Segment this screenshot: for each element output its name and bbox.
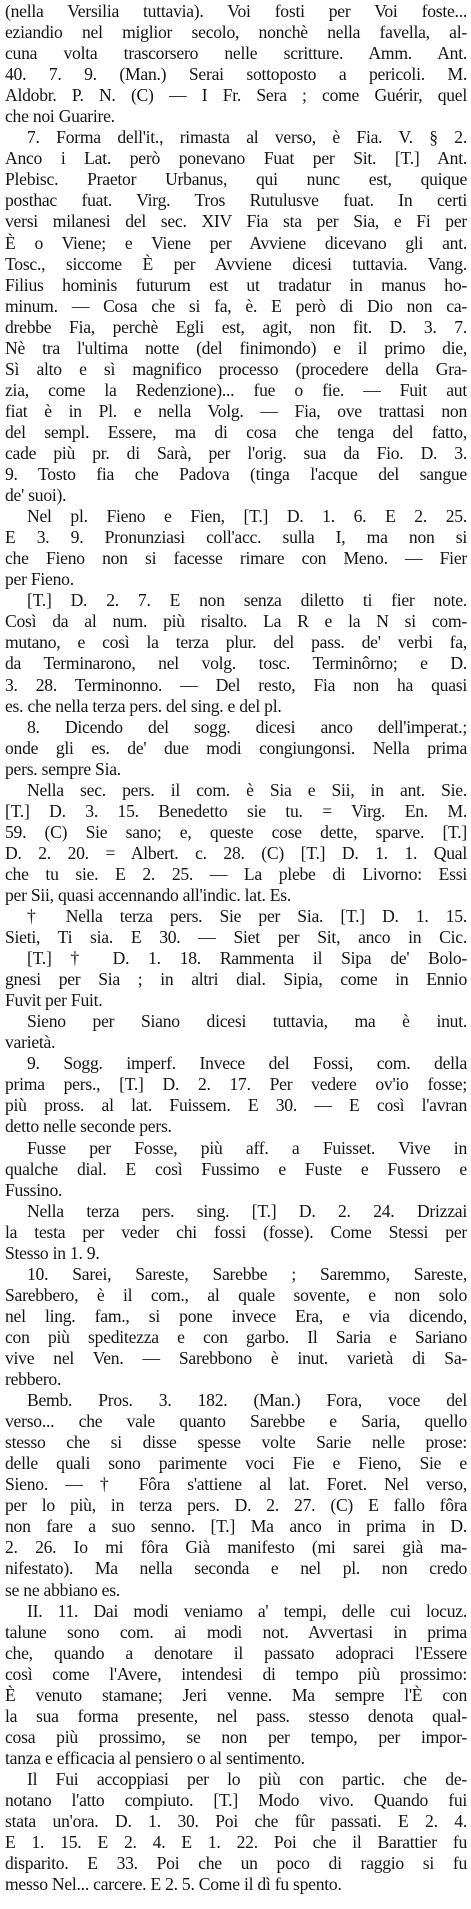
text-line: posthac fuat. Virg. Tros Rutulusve fuat. In certi <box>5 190 467 211</box>
text-line: prima pers., [T.] D. 2. 17. Per vedere ov'io fosse; <box>5 1074 467 1095</box>
text-line: Nella terza pers. sing. [T.] D. 2. 24. Drizzai <box>27 1200 467 1221</box>
text-line: Così da al num. più risalto. La R e la N si com- <box>5 611 467 632</box>
section-II-11-start: II. 11. Dai modi veniamo a' tempi, delle cui locuz. <box>27 1600 467 1621</box>
text-line: Nella sec. pers. il com. è Sia e Sii, in ant. Sie. <box>27 779 467 800</box>
text-line: così come l'Avere, intendesi di tempo più prossimo: <box>5 1663 467 1684</box>
text-line: D. 2. 20. = Albert. c. 28. (C) [T.] D. 1. 1. Qual <box>5 842 467 863</box>
text-line: che Fieno non si facesse rimare con Meno. — Fier <box>5 548 467 569</box>
text-line: 9. Tosto fia che Padova (tinga l'acque del sangue <box>5 464 467 485</box>
text-line: cade più pr. di Sarà, per l'orig. sua da Fio. D. 3. <box>5 442 467 463</box>
text-line: E 3. 9. Pronunziasi coll'acc. sulla I, ma non si <box>5 527 467 548</box>
text-line: verso... che vale quanto Sarebbe e Saria, quello <box>5 1411 467 1432</box>
text-line: drebbe Fia, perchè Egli est, agit, non fit. D. 3. 7. <box>5 316 467 337</box>
text-line: per Sii, quasi accennando all'indic. lat. Es. <box>5 884 292 905</box>
text-line: detto nelle seconde pers. <box>5 1116 172 1137</box>
text-line: es. che nella terza pers. del sing. e del pl. <box>5 695 282 716</box>
text-line: Sì alto e sì magnifico processo (procedere della Gra- <box>5 358 467 379</box>
text-line: Nè tra l'ultima notte (del finimondo) e il primo die, <box>5 337 467 358</box>
text-line: per Fieno. <box>5 569 74 590</box>
text-line: Aldobr. P. N. (C) — I Fr. Sera ; come Guérir, quel <box>5 85 467 106</box>
text-line: vive nel Ven. — Sarebbono è inut. varietà di Sa- <box>5 1348 467 1368</box>
text-line: che tu sie. E 2. 25. — La plebe di Livorno: Essi <box>5 863 467 884</box>
text-line: eziandio nel miglior secolo, nonchè nella favella, al- <box>5 22 467 43</box>
text-line: † Nella terza pers. Sie per Sia. [T.] D. 1. 15. <box>27 906 467 927</box>
text-line: Filius hominis futurum est ut tradatur in manus ho- <box>5 274 467 295</box>
text-line: pers. sempre Sia. <box>5 758 121 779</box>
text-line: la sua forma presente, nel pass. stesso denota qual- <box>5 1705 467 1726</box>
text-line: Sieti, Ti sia. E 30. — Siet per Sit, anco in Cic. <box>5 927 467 948</box>
text-line: È o Viene; e Viene per Avviene dicevano gli ant. <box>5 232 467 253</box>
text-line: talune sono com. ai modi not. Avvertasi in prima <box>5 1621 467 1642</box>
text-line: E 1. 15. E 2. 4. E 1. 22. Poi che il Barattier fu <box>5 1832 467 1853</box>
text-line: Anco i Lat. però ponevano Fuat per Sit. [T.] Ant. <box>5 148 467 169</box>
text-line: Fuvit per Fuit. <box>5 990 103 1011</box>
text-line: 59. (C) Sie sano; e, queste cose dette, sparve. [T.] <box>5 821 467 842</box>
text-line: se ne abbiano es. <box>5 1579 120 1600</box>
text-line: che, quando a denotare il passato adopraci l'Essere <box>5 1642 467 1663</box>
text-line: [T.] D. 2. 7. E non senza diletto ti fier note. <box>27 590 467 611</box>
text-line: [T.] † D. 1. 18. Rammenta il Sipa de' Bolo- <box>27 948 467 969</box>
text-line: Sieno. — † Fôra s'attiene al lat. Foret. Nel verso, <box>5 1474 467 1495</box>
text-line: disparito. E 33. Poi che un poco di raggio si fu <box>5 1853 467 1874</box>
text-line: gnesi per Sia ; in altri dial. Sipia, come in Ennio <box>5 969 467 990</box>
text-line: zia, come la Redenzione)... fue o fie. — Fuit aut <box>5 379 467 400</box>
text-line: non fare a suo senno. [T.] Ma anco in prima in D. <box>5 1516 467 1537</box>
text-line: notano l'atto compiuto. [T.] Modo vivo. Quando fui <box>5 1789 467 1810</box>
text-line: stesso che si disse spesse volte Sarie nelle prose: <box>5 1432 467 1453</box>
text-line: (nella Versilia tuttavia). Voi fosti per Voi foste... <box>5 1 467 21</box>
text-line: delle quali sono parimente voci Fie e Fieno, Sie e <box>5 1453 467 1474</box>
text-line: Fussino. <box>5 1179 63 1200</box>
text-line: stata un'ora. D. 1. 30. Poi che fûr passati. E 2. 4. <box>5 1811 467 1832</box>
text-line: Nel pl. Fieno e Fien, [T.] D. 1. 6. E 2. 25. <box>27 506 467 527</box>
text-line: minum. — Cosa che si fa, è. E però di Dio non ca- <box>5 295 467 316</box>
text-line: 40. 7. 9. (Man.) Serai sottoposto a pericoli. M. <box>5 64 467 85</box>
text-line: Il Fui accoppiasi per lo più con partic. che de- <box>27 1768 467 1789</box>
text-line: Bemb. Pros. 3. 182. (Man.) Fora, voce del <box>27 1390 467 1411</box>
text-line: 3. 28. Terminonno. — Del resto, Fia non ha quasi <box>5 674 467 695</box>
text-line: qualche dial. E così Fussimo e Fuste e Fussero e <box>5 1158 467 1179</box>
section-7-start: 7. Forma dell'it., rimasta al verso, è Fia. V. § 2. <box>27 127 467 148</box>
text-line: che noi Guarire. <box>5 106 115 127</box>
text-line: Stesso in 1. 9. <box>5 1242 100 1263</box>
text-line: fiat è in Pl. e nella Volg. — Fia, ove trattasi non <box>5 400 467 421</box>
text-line: rebbero. <box>5 1369 62 1390</box>
text-line: Plebisc. Praetor Urbanus, qui nunc est, quique <box>5 169 467 190</box>
section-9-start: 9. Sogg. imperf. Invece del Fossi, com. della <box>27 1053 467 1074</box>
text-line: da Terminarono, nel volg. tosc. Terminôrno; e D. <box>5 653 467 674</box>
text-line: la testa per veder chi fossi (fosse). Come Stessi per <box>5 1221 467 1242</box>
text-line: nifestato). Ma nella seconda e nel pl. non credo <box>5 1558 467 1579</box>
text-line: del sempl. Essere, ma di cosa che tenga del fatto, <box>5 421 467 442</box>
text-line: 2. 26. Io mi fôra Già manifesto (mi sarei già ma- <box>5 1537 467 1558</box>
text-line: tanza e efficacia al pensiero o al sentimento. <box>5 1747 305 1768</box>
text-line: con più speditezza e con garbo. Il Saria e Sariano <box>5 1326 467 1347</box>
text-line: Sieno per Siano dicesi tuttavia, ma è inut. <box>27 1011 467 1032</box>
text-line: mutano, e così la terza plur. del pass. de' verbi fa, <box>5 632 467 653</box>
text-line: per lo più, in terza pers. D. 2. 27. (C) E fallo fôra <box>5 1495 467 1516</box>
section-8-start: 8. Dicendo del sogg. dicesi anco dell'imperat.; <box>27 716 467 737</box>
text-line: Sarebbero, è il com., al quale sovente, e non solo <box>5 1284 467 1305</box>
text-line: È venuto stamane; Jeri venne. Ma sempre l'È con <box>5 1684 467 1705</box>
text-line: [T.] D. 3. 15. Benedetto sie tu. = Virg. En. M. <box>5 800 467 821</box>
section-10-start: 10. Sarei, Sareste, Sarebbe ; Saremmo, Sareste, <box>27 1263 467 1284</box>
text-line: versi milanesi del sec. XIV Fia sta per Sia, e Fi per <box>5 211 467 232</box>
text-line: più pross. al lat. Fuissem. E 30. — E così l'avran <box>5 1095 467 1116</box>
text-line: Fusse per Fosse, più aff. a Fuisset. Vive in <box>27 1137 467 1158</box>
text-line: onde gli es. de' due modi congiungonsi. Nella prima <box>5 737 467 758</box>
text-line: Tosc., siccome È per Avviene dicesi tuttavia. Vang. <box>5 253 467 274</box>
text-line: cosa più prossimo, se non per tempo, per impor- <box>5 1726 467 1747</box>
text-line: varietà. <box>5 1032 56 1053</box>
text-line: cuna volta trascorsero nelle scritture. Amm. Ant. <box>5 43 467 64</box>
text-line: nel ling. fam., si pone invece Era, e via dicendo, <box>5 1305 467 1326</box>
text-line: messo Nel... carcere. E 2. 5. Come il dì fu spento. <box>5 1874 342 1895</box>
text-line: de' suoi). <box>5 485 67 506</box>
